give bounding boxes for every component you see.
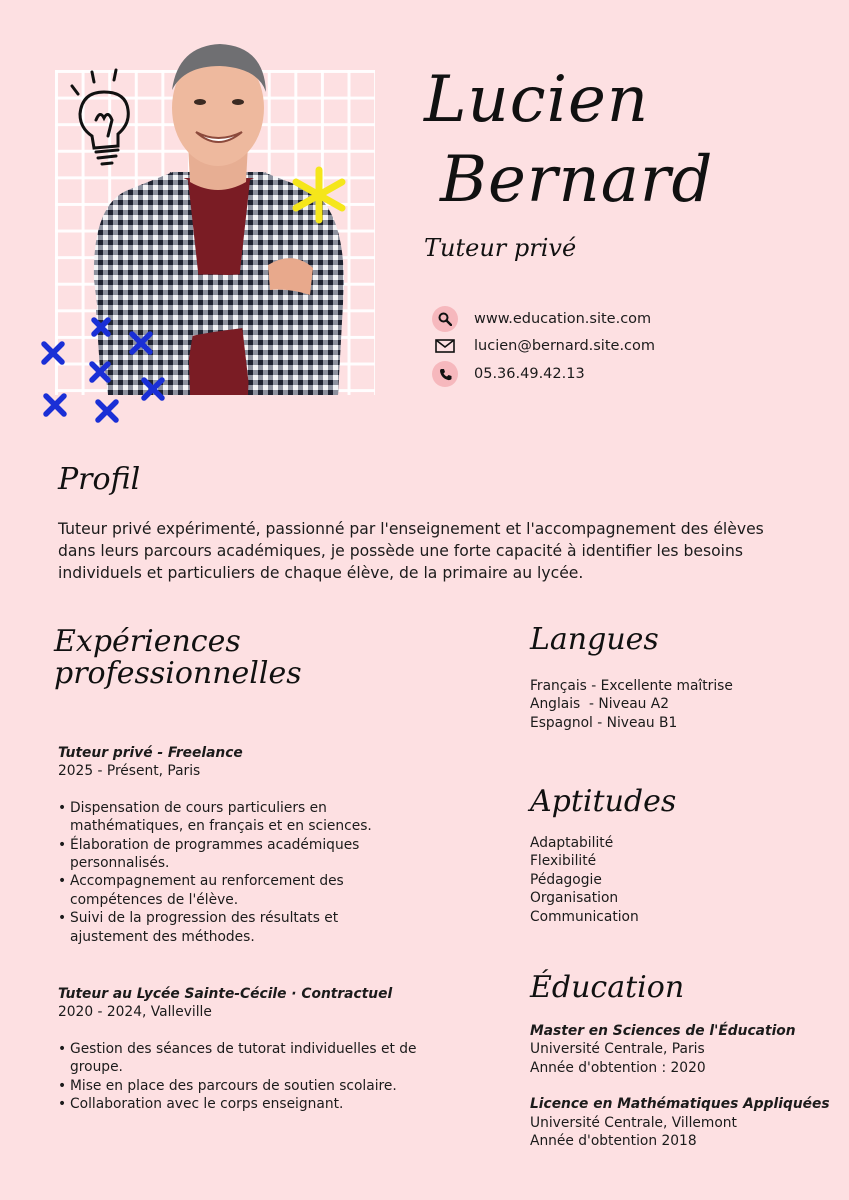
list-item: Communication — [530, 908, 639, 925]
contact-website[interactable] — [432, 306, 651, 332]
experience-title: Tuteur privé - Freelance — [58, 745, 243, 761]
profile-text: Tuteur privé expérimenté, passionné par l'enseignement et l'accompagnement des élèves dans leurs parcours académiques, je possède une forte capacité à identifier les besoins individuels et particuliers de chaque élève, de la primaire au lycée. — [58, 520, 764, 582]
skills-heading: Aptitudes — [530, 784, 677, 819]
education-item — [530, 1022, 830, 1077]
list-item: Adaptabilité — [530, 835, 614, 851]
cross-marks-decoration — [38, 312, 168, 428]
education-heading: Éducation — [530, 970, 685, 1005]
experience-period: 2020 - 2024, Valleville — [58, 1004, 212, 1021]
experience-item — [58, 985, 418, 1113]
list-item: • Mise en place des parcours de soutien scolaire. — [70, 1077, 418, 1095]
experience-period: 2025 - Présent, Paris — [58, 763, 201, 780]
list-item: Organisation — [530, 890, 619, 907]
skills-list — [530, 834, 639, 926]
phone-text[interactable]: 05.36.49.42.13 — [474, 366, 585, 382]
experience-title: Tuteur au Lycée Sainte-Cécile · Contractuel — [58, 986, 393, 1002]
list-item: Anglais - Niveau A2 — [530, 696, 669, 713]
last-name: Bernard — [440, 143, 714, 217]
list-item: • Élaboration de programmes académiques personnalisés. — [70, 836, 418, 873]
graduation-year: Année d'obtention 2018 — [530, 1133, 697, 1150]
languages-heading: Langues — [530, 622, 659, 657]
phone-icon — [432, 361, 458, 387]
list-item: • Dispensation de cours particuliers en mathématiques, en français et en sciences. — [70, 799, 418, 836]
contact-email[interactable] — [432, 333, 655, 359]
list-item: Français - Excellente maîtrise — [530, 678, 733, 694]
contact-phone[interactable] — [432, 361, 585, 387]
list-item: Pédagogie — [530, 871, 602, 888]
list-item: Flexibilité — [530, 853, 597, 870]
languages-list — [530, 677, 733, 732]
education-list — [530, 1022, 830, 1150]
envelope-icon — [432, 333, 458, 359]
profile-heading: Profil — [58, 462, 141, 497]
lightbulb-icon — [66, 66, 138, 170]
list-item: Espagnol - Niveau B1 — [530, 714, 678, 731]
experience-item — [58, 744, 418, 946]
school-name: Université Centrale, Paris — [530, 1041, 705, 1058]
first-name: Lucien — [424, 63, 650, 137]
asterisk-decoration — [290, 166, 348, 224]
list-item: • Collaboration avec le corps enseignant. — [70, 1095, 418, 1113]
experience-bullets — [58, 1040, 418, 1114]
list-item: • Suivi de la progression des résultats et ajustement des méthodes. — [70, 909, 418, 946]
graduation-year: Année d'obtention : 2020 — [530, 1059, 706, 1076]
search-icon — [432, 306, 458, 332]
list-item: • Gestion des séances de tutorat individuelles et de groupe. — [70, 1040, 418, 1077]
degree-title: Master en Sciences de l'Éducation — [530, 1023, 796, 1039]
experience-bullets — [58, 799, 418, 946]
job-title: Tuteur privé — [424, 234, 577, 262]
education-item — [530, 1095, 830, 1150]
experience-heading: Expériences professionnelles — [54, 624, 302, 691]
website-text[interactable]: www.education.site.com — [474, 311, 652, 327]
school-name: Université Centrale, Villemont — [530, 1114, 737, 1131]
degree-title: Licence en Mathématiques Appliquées — [530, 1096, 830, 1113]
email-text[interactable]: lucien@bernard.site.com — [474, 338, 656, 354]
list-item: • Accompagnement au renforcement des compétences de l'élève. — [70, 872, 418, 909]
